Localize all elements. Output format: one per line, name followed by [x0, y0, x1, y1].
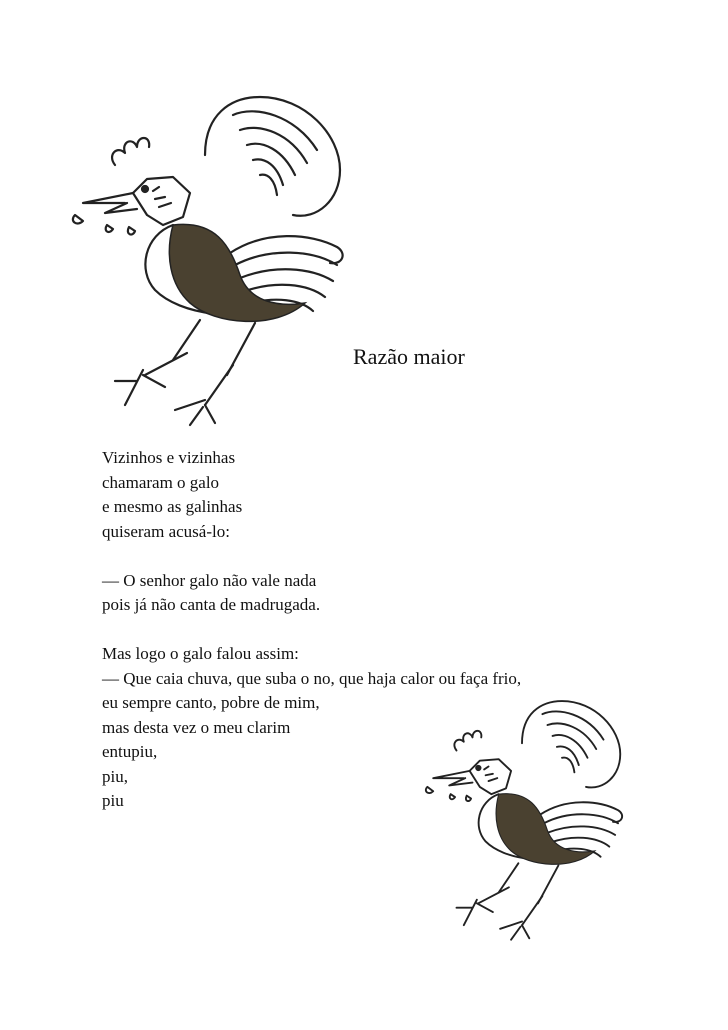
- rooster-illustration-top: [55, 75, 355, 435]
- poem-line: entupiu,: [102, 742, 158, 761]
- stanza: [102, 569, 521, 618]
- poem-line: eu sempre canto, pobre de mim,: [102, 693, 320, 712]
- poem-line: mas desta vez o meu clarim: [102, 717, 291, 737]
- poem-line: piu,: [102, 766, 128, 786]
- stanza: [102, 446, 521, 544]
- poem-line: Vizinhos e vizinhas: [102, 448, 236, 467]
- poem-line: Mas logo o galo falou assim:: [102, 644, 299, 663]
- poem-line: pois já não canta de madrugada.: [102, 595, 321, 614]
- rooster-illustration-bottom: [412, 685, 632, 947]
- rooster-body-fill: [169, 224, 305, 321]
- poem-line: quiseram acusá-lo:: [102, 521, 230, 541]
- poem-title: Razão maior: [353, 344, 465, 369]
- poem-line: piu: [102, 791, 124, 810]
- poem-line: — O senhor galo não vale nada: [102, 570, 317, 590]
- poem-line: e mesmo as galinhas: [102, 497, 243, 516]
- poem-line: — Que caia chuva, que suba o no, que haja calor ou faça frio,: [102, 668, 522, 688]
- poem-line: chamaram o galo: [102, 472, 220, 492]
- rooster-body-fill: [496, 794, 595, 865]
